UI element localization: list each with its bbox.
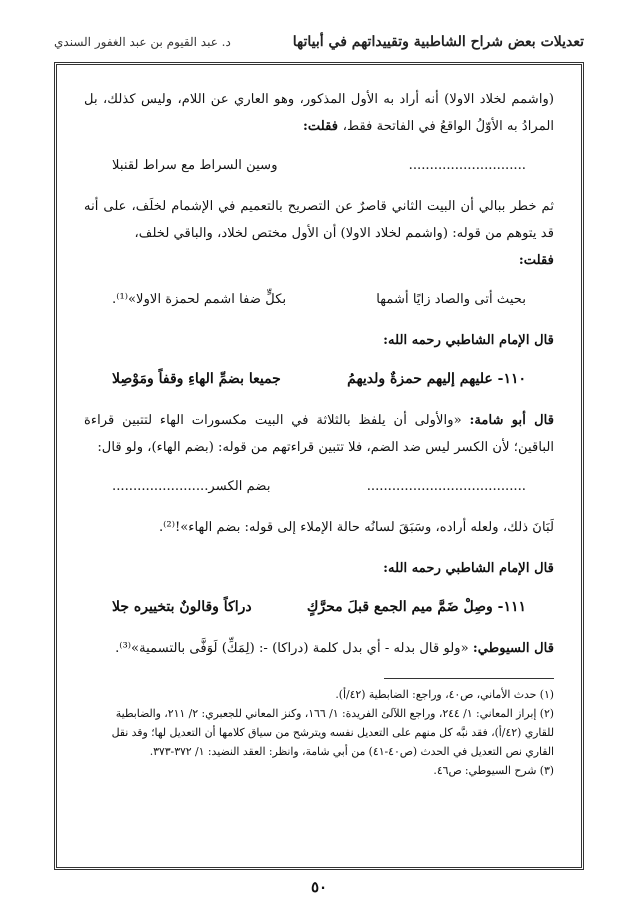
paragraph-1-text: (واشمم لخلاد الاولا) أنه أراد به الأول المذكور، وهو العاري عن اللام، وليس كذلك، بل المرادُ به الأوّلُ الواقعُ في الفاتحة فقط، (84, 92, 554, 134)
verse-1-right: ............................ (408, 158, 526, 173)
paragraph-1 (84, 86, 554, 140)
footnote-3: (٣) شرح السيوطي: ص٤٦. (433, 764, 554, 777)
verse-2 (84, 286, 554, 313)
verse-5 (84, 594, 554, 621)
page-number: ٥٠ (310, 878, 328, 896)
verse-5-right: ١١١- وصِلْ ضَمَّ ميم الجمع قبلَ محرَّكٍ (306, 599, 526, 615)
footnote-1: (١) حدث الأماني، ص٤٠، وراجع: الضابطية (٤٢/أ). (335, 688, 554, 701)
paragraph-4: لَبَانَ ذلك، ولعله أراده، وسَبَقَ لسانُه حالة الإملاء إلى قوله: بضم الهاء»!⁽²⁾. (158, 520, 554, 535)
author-name: د. عبد القيوم بن عبد الغفور السندي (54, 35, 231, 49)
running-header (54, 28, 584, 56)
paragraph-2 (84, 193, 554, 274)
paragraph-1-end: فقلت: (302, 119, 343, 134)
verse-1 (84, 152, 554, 179)
verse-1-left: وسين السراط مع سراط لقنبلا (112, 158, 278, 173)
footnote-separator (384, 678, 554, 679)
paragraph-3-label: قال أبو شامة: (469, 413, 554, 428)
footnote-2: (٢) إبراز المعاني: ١/ ٢٤٤، وراجع اللآلئ الفريدة: ١/ ١٦٦، وكنز المعاني للجعبري: ٢/ ٢١١، والضابطية للقاري (٤٢/أ)، فقد نبَّه كل منهم على التعديل نفسه ويترشح من سياق كلامها أن التعديل لها؛ وقد نقل القاري نص التعديل في الحدث (ص٤٠-٤١) من أبي شامة، وانظر: العقد النضيد: ١/ ٣٧٢-٣٧٣. (111, 707, 554, 758)
verse-3 (84, 366, 554, 393)
paragraph-5-label: قال السيوطي: (472, 641, 554, 656)
verse-4-right: ...................................... (366, 479, 526, 494)
main-text (84, 86, 554, 780)
heading-1: قال الإمام الشاطبي رحمه الله: (383, 333, 554, 348)
heading-2: قال الإمام الشاطبي رحمه الله: (383, 561, 554, 576)
verse-4 (84, 473, 554, 500)
verse-5-left: دراكاً وقالونٌ بتخييره جلا (112, 599, 252, 615)
verse-4-left: بضم الكسر....................... (112, 479, 271, 494)
paragraph-5-text: «ولو قال بدله - أي بدل كلمة (دراكا) -: (لِمَكِّ) لَوَفَّى بالتسمية»⁽³⁾. (115, 641, 473, 656)
verse-2-left: بكلٍّ ضفا اشمم لحمزة الاولا»⁽¹⁾. (112, 292, 287, 307)
book-title: تعديلات بعض شراح الشاطبية وتقييداتهم في أبياتها (292, 34, 584, 50)
verse-3-left: جميعا بضمِّ الهاءِ وقفاً ومَوْصِلا (112, 371, 281, 387)
verse-3-right: ١١٠- عليهم إليهم حمزةٌ ولديهمُ (347, 371, 526, 387)
paragraph-3 (84, 407, 554, 461)
verse-2-right: بحيث أتى والصاد زايًا أشمها (376, 292, 526, 307)
paragraph-5 (84, 635, 554, 662)
paragraph-2-text: ثم خطر ببالي أن البيت الثاني قاصرٌ عن التصريح بالتعميم في الإشمام لخلَف، على أنه قد يتوهم من قوله: (واشمم لخلاد الاولا) أن الأول مختص لخلاد، والباقي لخلف، (84, 199, 554, 241)
paragraph-2-end: فقلت: (518, 253, 554, 268)
paragraph-3-text: «والأولى أن يلفظ بالثلاثة في البيت مكسورات الهاء لتتبين قراءة الباقين؛ لأن الكسر ليس ضد الضم، فلا تتبين قراءتهم من قوله: (بضم الهاء)، ولو قال: (84, 413, 554, 455)
